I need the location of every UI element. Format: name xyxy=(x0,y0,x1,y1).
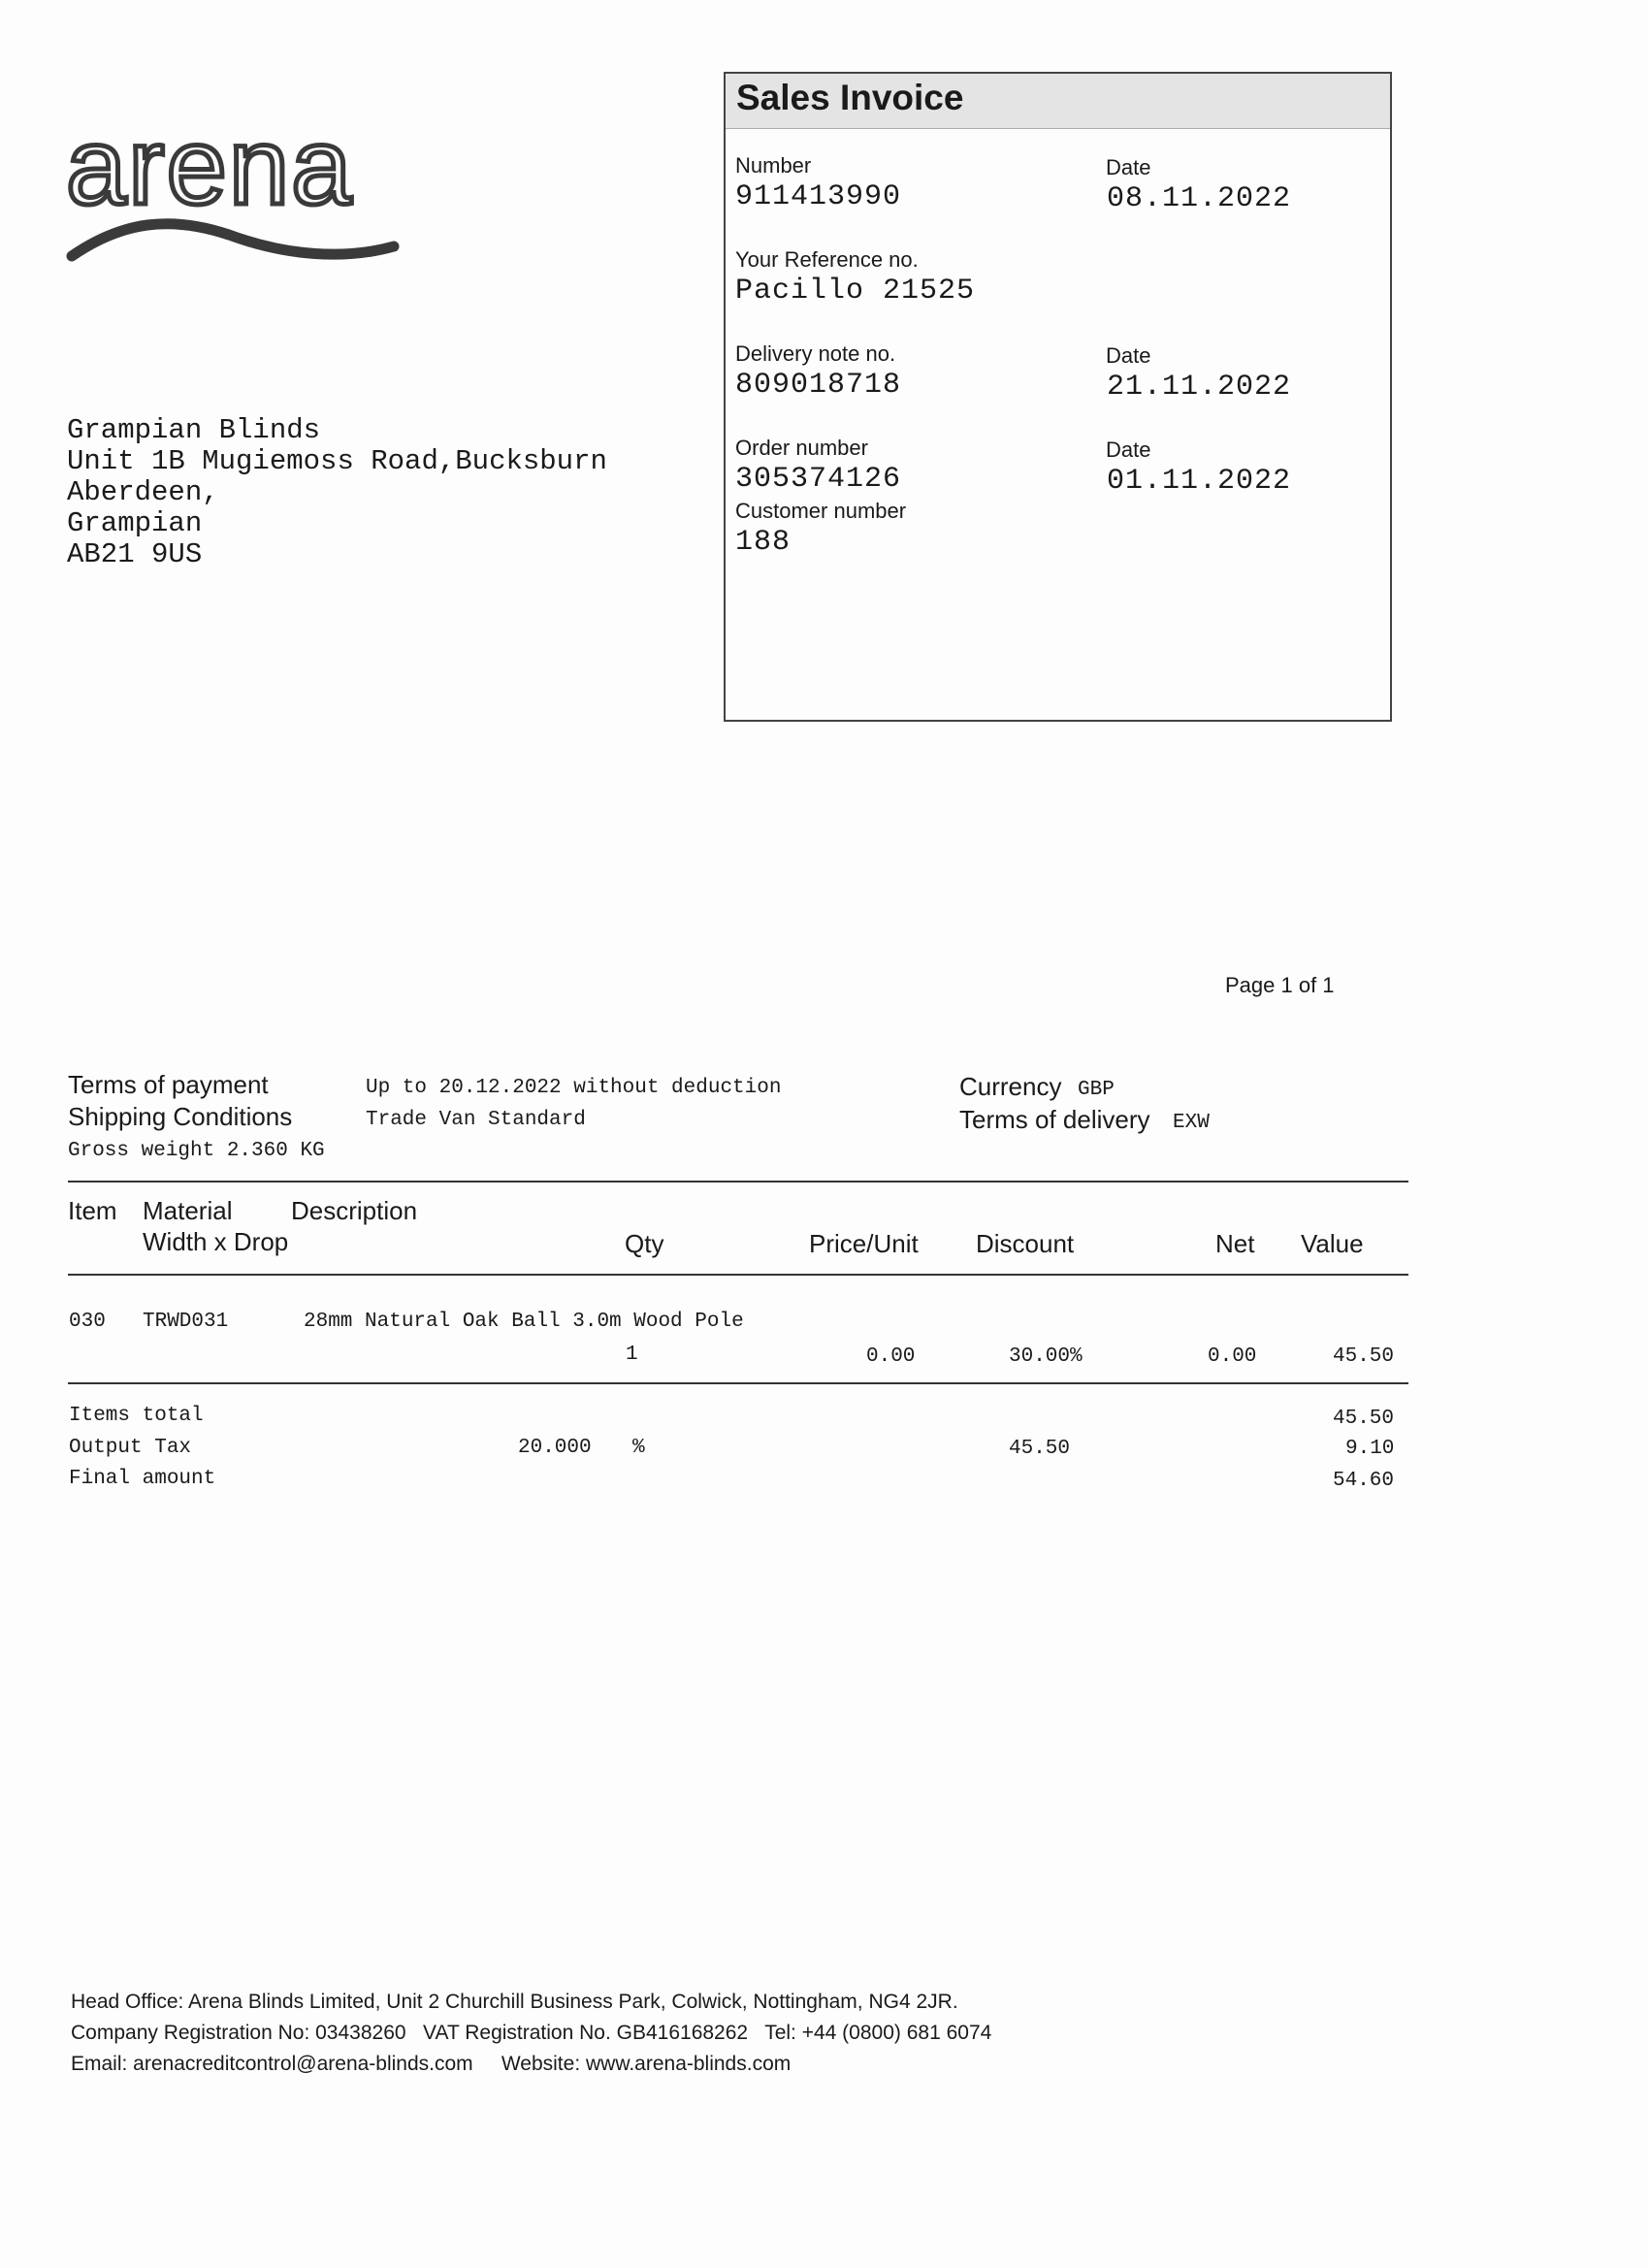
tax-rate: 20.000 xyxy=(518,1437,592,1459)
col-header-price-unit: Price/Unit xyxy=(809,1229,919,1258)
row-net: 0.00 xyxy=(1208,1345,1257,1368)
shipping-conditions-label: Shipping Conditions xyxy=(68,1102,293,1131)
table-header-rule xyxy=(68,1274,1408,1276)
invoice-box-header xyxy=(726,74,1390,129)
row-qty: 1 xyxy=(626,1344,638,1366)
final-amount-value: 54.60 xyxy=(1333,1470,1395,1492)
order-number: 305374126 xyxy=(735,463,902,496)
number-label: Number xyxy=(735,153,812,178)
delivery-date: 21.11.2022 xyxy=(1107,371,1292,404)
col-header-material: Material xyxy=(143,1196,233,1225)
order-date-label: Date xyxy=(1106,437,1151,462)
tax-percent-sign: % xyxy=(632,1437,645,1459)
delivery-note-label: Delivery note no. xyxy=(735,341,896,366)
currency-value: GBP xyxy=(1078,1079,1115,1101)
logo-wave xyxy=(72,224,394,256)
final-amount-label: Final amount xyxy=(69,1468,216,1490)
delivery-date-label: Date xyxy=(1106,343,1151,368)
row-value: 45.50 xyxy=(1333,1345,1395,1368)
invoice-number: 911413990 xyxy=(735,180,902,213)
tax-base: 45.50 xyxy=(1009,1438,1071,1460)
row-material: TRWD031 xyxy=(143,1311,229,1333)
col-header-value: Value xyxy=(1301,1229,1364,1258)
row-discount: 30.00% xyxy=(1009,1345,1083,1368)
items-total-label: Items total xyxy=(69,1405,204,1427)
terms-of-payment-label: Terms of payment xyxy=(68,1070,269,1099)
currency-label: Currency xyxy=(959,1072,1062,1101)
table-bottom-rule xyxy=(68,1382,1408,1384)
page-indicator: Page 1 of 1 xyxy=(1225,973,1335,997)
address-line: AB21 9US xyxy=(67,538,203,570)
footer-contact: Email: arenacreditcontrol@arena-blinds.com Website: www.arena-blinds.com xyxy=(71,2053,792,2075)
address-line: Grampian Blinds xyxy=(67,414,321,446)
row-description: 28mm Natural Oak Ball 3.0m Wood Pole xyxy=(304,1311,744,1333)
row-item: 030 xyxy=(69,1311,106,1333)
output-tax-label: Output Tax xyxy=(69,1437,192,1459)
col-header-net: Net xyxy=(1215,1229,1255,1258)
tax-amount: 9.10 xyxy=(1345,1438,1395,1460)
your-reference-label: Your Reference no. xyxy=(735,247,919,272)
order-number-label: Order number xyxy=(735,436,868,460)
customer-number: 188 xyxy=(735,526,792,559)
invoice-info-box xyxy=(724,72,1392,722)
col-header-description: Description xyxy=(291,1196,418,1225)
order-date: 01.11.2022 xyxy=(1107,465,1292,498)
logo-wordmark: arena xyxy=(66,114,354,227)
table-top-rule xyxy=(68,1181,1408,1183)
shipping-conditions-value: Trade Van Standard xyxy=(366,1109,586,1131)
row-price-unit: 0.00 xyxy=(866,1345,916,1368)
col-header-discount: Discount xyxy=(976,1229,1075,1258)
footer-head-office: Head Office: Arena Blinds Limited, Unit 2 Churchill Business Park, Colwick, Nottingham, NG4 2JR. xyxy=(71,1991,958,2013)
invoice-date: 08.11.2022 xyxy=(1107,182,1292,215)
arena-logo xyxy=(64,114,413,279)
col-header-qty: Qty xyxy=(625,1229,664,1258)
col-header-width-drop: Width x Drop xyxy=(143,1227,289,1256)
col-header-item: Item xyxy=(68,1196,117,1225)
your-reference: Pacillo 21525 xyxy=(735,275,976,308)
terms-of-delivery-value: EXW xyxy=(1173,1112,1210,1134)
invoice-title: Sales Invoice xyxy=(736,78,964,117)
terms-of-delivery-label: Terms of delivery xyxy=(959,1105,1150,1134)
customer-number-label: Customer number xyxy=(735,499,907,523)
invoice-date-label: Date xyxy=(1106,155,1151,179)
address-line: Unit 1B Mugiemoss Road,Bucksburn xyxy=(67,445,607,477)
items-total-value: 45.50 xyxy=(1333,1408,1395,1430)
footer-registration: Company Registration No: 03438260 VAT Registration No. GB416168262 Tel: +44 (0800) 681 6074 xyxy=(71,2022,992,2044)
address-line: Grampian xyxy=(67,507,203,539)
terms-of-payment-value: Up to 20.12.2022 without deduction xyxy=(366,1077,782,1099)
customer-address xyxy=(67,415,607,570)
address-line: Aberdeen, xyxy=(67,476,219,508)
gross-weight: Gross weight 2.360 KG xyxy=(68,1140,325,1162)
delivery-note-number: 809018718 xyxy=(735,369,902,402)
